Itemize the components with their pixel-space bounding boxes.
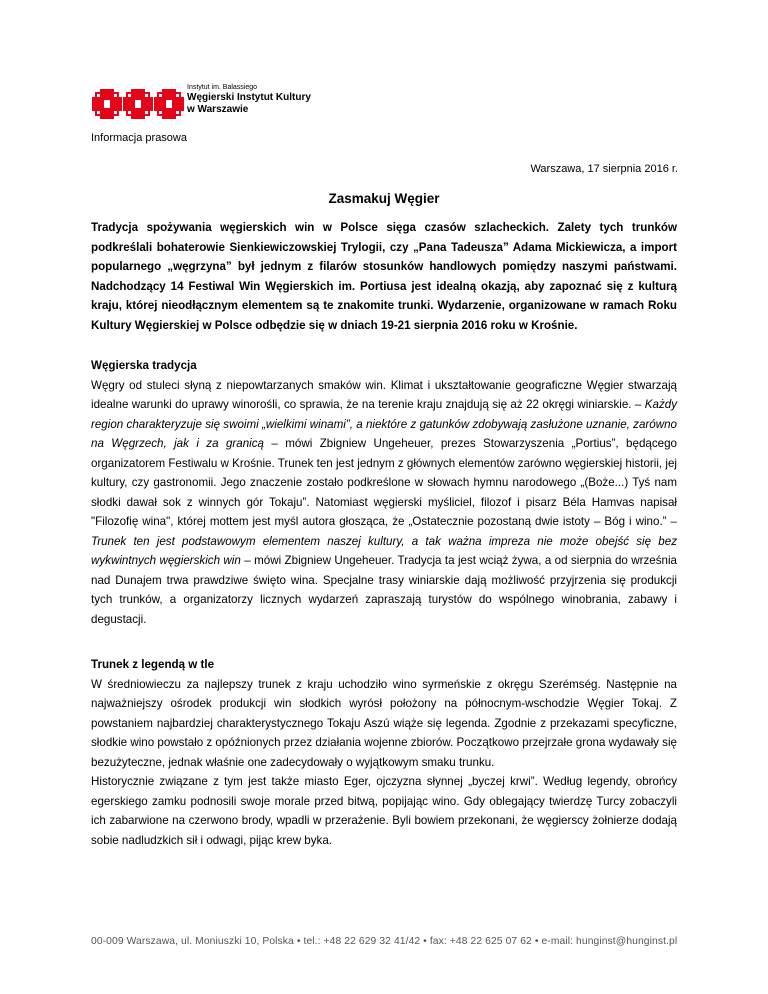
document-title: Zasmakuj Węgier [328, 191, 440, 206]
section-paragraph [91, 376, 677, 630]
logo-name-line1: Węgierski Instytut Kultury [187, 92, 311, 103]
document-date: Warszawa, 17 sierpnia 2016 r. [530, 163, 678, 175]
footer-contact: 00-009 Warszawa, ul. Moniuszki 10, Polska • tel.: +48 22 629 32 41/42 • fax: +48 22 625 07 62 • e-mail: hunginst@hunginst.pl [91, 936, 678, 947]
quote-text: Każdy region charakteryzuje się swoimi „wielkimi winami”, a niektóre z gatunków zdobywają zasłużone uznanie, zarówno na Węgrzech, jak i za granicą [91, 398, 677, 450]
logo-text [187, 83, 311, 116]
section-trunek-z-legenda [91, 655, 677, 850]
logo-name-line2: w Warszawie [187, 104, 249, 115]
paragraph-text: Węgry od stuleci słyną z niepowtarzanych smaków win. Klimat i ukształtowanie geograficzne Węgier stwarzają idealne warunki do uprawy winorośli, co sprawia, że na terenie kraju znajdują się aż 22 okręgi winiarskie. – [91, 378, 677, 411]
section-paragraph: W średniowieczu za najlepszy trunek z kraju uchodziło wino syrmeńskie z okręgu Szerémség. Następnie na najważniejszy ośrodek produkcji win słodkich wyrósł położony na północnym-wschodzie Węgier Tokaj. Z powstaniem najbardziej charakterystycznego Tokaju Aszú wiąże się legenda. Zgodnie z przekazami specyficzne, słodkie wino powstało z opóźnionych przez działania wojenne zbiorów. Początkowo przejrzałe grona wydawały się bezużyteczne, jednak właśnie one zadecydowały o wyjątkowym smaku trunku. [91, 677, 677, 769]
logo-subtitle: Instytut im. Balassiego [187, 84, 258, 91]
section-heading: Węgierska tradycja [91, 359, 197, 372]
press-release-label: Informacja prasowa [91, 132, 187, 144]
lead-paragraph: Tradycja spożywania węgierskich win w Polsce sięga czasów szlacheckich. Zalety tych trunków podkreślali bohaterowie Sienkiewiczowskiej Trylogii, czy „Pana Tadeusza” Adama Mickiewicza, a import popularnego „węgrzyna” był jednym z filarów stosunków handlowych pomiędzy naszymi państwami. Nadchodzący 14 Festiwal Win Węgierskich im. Portiusa jest idealną okazją, aby zapoznać się z kulturą kraju, której nieodłącznym elementem są te znakomite trunki. Wydarzenie, organizowane w ramach Roku Kultury Węgierskiej w Polsce odbędzie się w dniach 19-21 sierpnia 2016 roku w Krośnie. [91, 221, 677, 332]
section-paragraph: Historycznie związane z tym jest także miasto Eger, ojczyzna słynnej „byczej krwi”. Według legendy, obrońcy egerskiego zamku podnosili swoje morale przed bitwą, popijając wino. Gdy oblegający twierdzę Turcy zobaczyli ich zabarwione na czerwono brody, wpadli w przerażenie. Byli bowiem przekonani, że węgierscy żołnierze dodają sobie nadludzkich sił i odwagi, pijąc krew byka. [91, 775, 677, 847]
section-heading: Trunek z legendą w tle [91, 658, 215, 671]
section-wegierska-tradycja [91, 356, 677, 629]
paragraph-text: – mówi Zbigniew Ungeheuer. Tradycja ta jest wciąż żywa, a od sierpnia do września nad Dunajem trwa prawdziwe święto wina. Specjalne trasy winiarskie dają możliwość przyjrzenia się produkcji tych trunków, a organizatorzy licznych wydarzeń zapraszają turystów do wspólnego winobrania, zabawy i degustacji. [91, 554, 678, 626]
quote-text: – Trunek ten jest podstawowym elementem naszej kultury, a tak ważna impreza nie może obejść się bez wykwintnych węgierskich win [91, 515, 677, 567]
paragraph-text: – mówi Zbigniew Ungeheuer, prezes Stowarzyszenia „Portius”, będącego organizatorem Festiwalu w Krośnie. Trunek ten jest jednym z głównych elementów zarówno węgierskiej historii, jej kultury, czy gastronomii. Jego znaczenie zostało podkreślone w słowach hymnu narodowego „(Boże...) Tyś nam słodki dawał sok z winnych gór Tokaju”. Natomiast węgierski myśliciel, filozof i pisarz Béla Hamvas napisał "Filozofię wina", której mottem jest myśl autora głosząca, że „Ostatecznie pozostaną dwie istoty – Bóg i wino.” [91, 437, 677, 528]
